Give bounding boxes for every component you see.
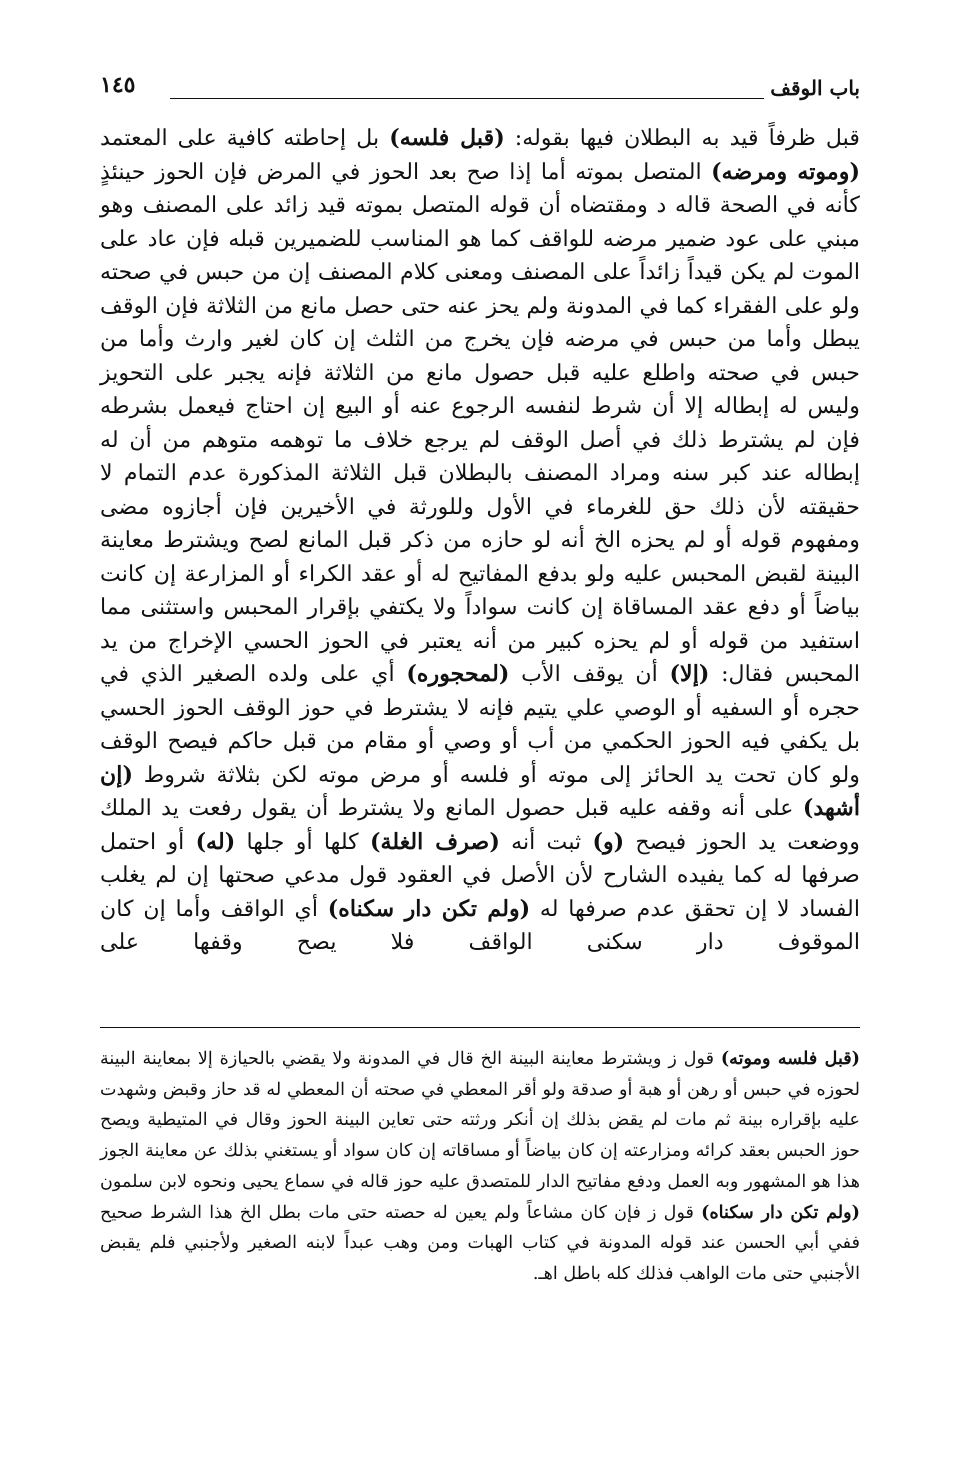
text-run: بل إحاطته كافية على المعتمد [100,125,390,151]
header-rule [170,98,764,99]
page-header [100,72,860,108]
footnote [100,1044,860,1290]
matn-quote: (إلا) [669,661,710,687]
footnote-paragraph [100,1044,860,1290]
text-run: أي الواقف وأما إن كان الموقوف دار سكنى الواقف فلا يصح وقفها على [100,895,860,955]
matn-quote: (قبل فلسه) [389,125,505,151]
text-run: أو احتمل صرفها له كما يفيده الشارح لأن الأصل في العقود قول مدعي صحتها إن لم يغلب الفساد لا إن تحقق عدم صرفها له [100,828,860,922]
matn-quote: (صرف الغلة) [369,828,500,855]
matn-quote: (إن أشهد) [100,761,860,821]
text-run: كلها أو جلها [235,828,370,855]
matn-quote: (ولم تكن دار سكناه) [327,895,531,922]
chapter-title: باب الوقف [770,76,860,100]
main-text [100,122,860,960]
footnote-separator [100,1027,860,1028]
text-run: أي على ولده الصغير الذي في حجره أو السفيه أو الوصي علي يتيم فإنه لا يشترط في حوز الوقف الحوز الحسي بل يكفي فيه الحوز الحكمي من أب أو وصي أو مقام من قبل حاكم فيصح الوقف ولو كان تحت يد الحائز إلى موته أو فلسه أو مرض موته لكن بثلاثة شروط [100,661,860,788]
text-run: ثبت أنه [499,828,593,855]
main-paragraph [100,122,860,960]
matn-quote: (و) [592,828,625,855]
page-number: ١٤٥ [100,72,136,98]
text-run: أن يوقف الأب [509,661,670,687]
matn-quote: (لمحجوره) [406,661,510,687]
matn-quote: (قبل فلسه وموته) [720,1048,860,1069]
text-run: قول ز ويشترط معاينة البينة الخ قال في المدونة ولا يقضي بالحيازة إلا بمعاينة البينة لحوزه في حبس أو رهن أو هبة أو صدقة ولو أقر المعطي في صحته أن المعطي له قد حاز وقبض وشهدت عليه بإقراره بينة ثم مات لم يقض بذلك إن أنكر ورثته حتى تعاين البينة الحوز وقال في المتيطية ويصح حوز الحبس بعقد كرائه ومزارعته إن كان بياضاً أو مساقاته إن كان سواد أو يستغني بذلك عن معاينة الجوز هذا هو المشهور وبه العمل ودفع مفاتيح الدار للمتصدق عليه حوز قاله في سماع يحيى ونحوه لابن سلمون [100,1049,860,1192]
text-run: المتصل بموته أما إذا صح بعد الحوز في المرض فإن الحوز حينئذٍ كأنه في الصحة قاله د ومقتضاه أن قوله المتصل بموته قيد زائد على المصنف وهو مبني على عود ضمير مرضه للواقف كما هو المناسب للضميرين قبله فإن عاد على الموت لم يكن قيداً زائداً على المصنف ومعنى كلام المصنف إن من حبس في صحته ولو على الفقراء كما في المدونة ولم يحز عنه حتى حصل مانع من الثلاثة فإن الوقف يبطل وأما من حبس في مرضه فإن يخرج من الثلث إن كان لغير وارث وأما من حبس في صحته واطلع عليه قبل حصول مانع من الثلاثة فإنه يجبر على التحويز وليس له إبطاله إلا أن شرط لنفسه الرجوع عنه أو البيع إن احتاج فيعمل بشرطه فإن لم يشترط ذلك في أصل الوقف لم يرجع خلاف ما توهمه متوهم من أن له إبطاله عند كبر سنه ومراد المصنف بالبطلان قبل الثلاثة المذكورة عدم التمام لا حقيقته لأن ذلك حق للغرماء في الأول وللورثة في الأخيرين فإن أجازوه مضى ومفهوم قوله أو لم يحزه الخ أنه لو حازه من ذكر قبل المانع لصح ويشترط معاينة البينة لقبض المحبس عليه ولو بدفع المفاتيح له أو عقد الكراء أو المزارعة إن كانت بياضاً أو دفع عقد المساقاة إن كانت سواداً ولا يكتفي بإقرار المحبس واستثنى مما استفيد من قوله أو لم يحزه كبير من أنه يعتبر في الحوز الحسي الإخراج من يد المحبس فقال: [100,158,861,687]
text-run: قول ز فإن كان مشاعاً ولم يعين له حصته حتى مات بطل الخ هذا الشرط صحيح ففي أبي الحسن عند قوله المدونة في كتاب الهبات ومن وهب عبداً لابنه الصغير ولأجنبي فلم يقبض الأجنبي حتى مات الواهب فذلك كله باطل اهـ. [100,1202,860,1284]
text-run: قبل ظرفاً قيد به البطلان فيها بقوله: [504,125,860,151]
matn-quote: (له) [195,828,236,855]
matn-quote: (ولم تكن دار سكناه) [701,1201,860,1223]
matn-quote: (وموته ومرضه) [711,158,860,185]
text-run: على أنه وقفه عليه قبل حصول المانع ولا يشترط أن يقول رفعت يد الملك ووضعت يد الحوز فيصح [100,795,860,855]
